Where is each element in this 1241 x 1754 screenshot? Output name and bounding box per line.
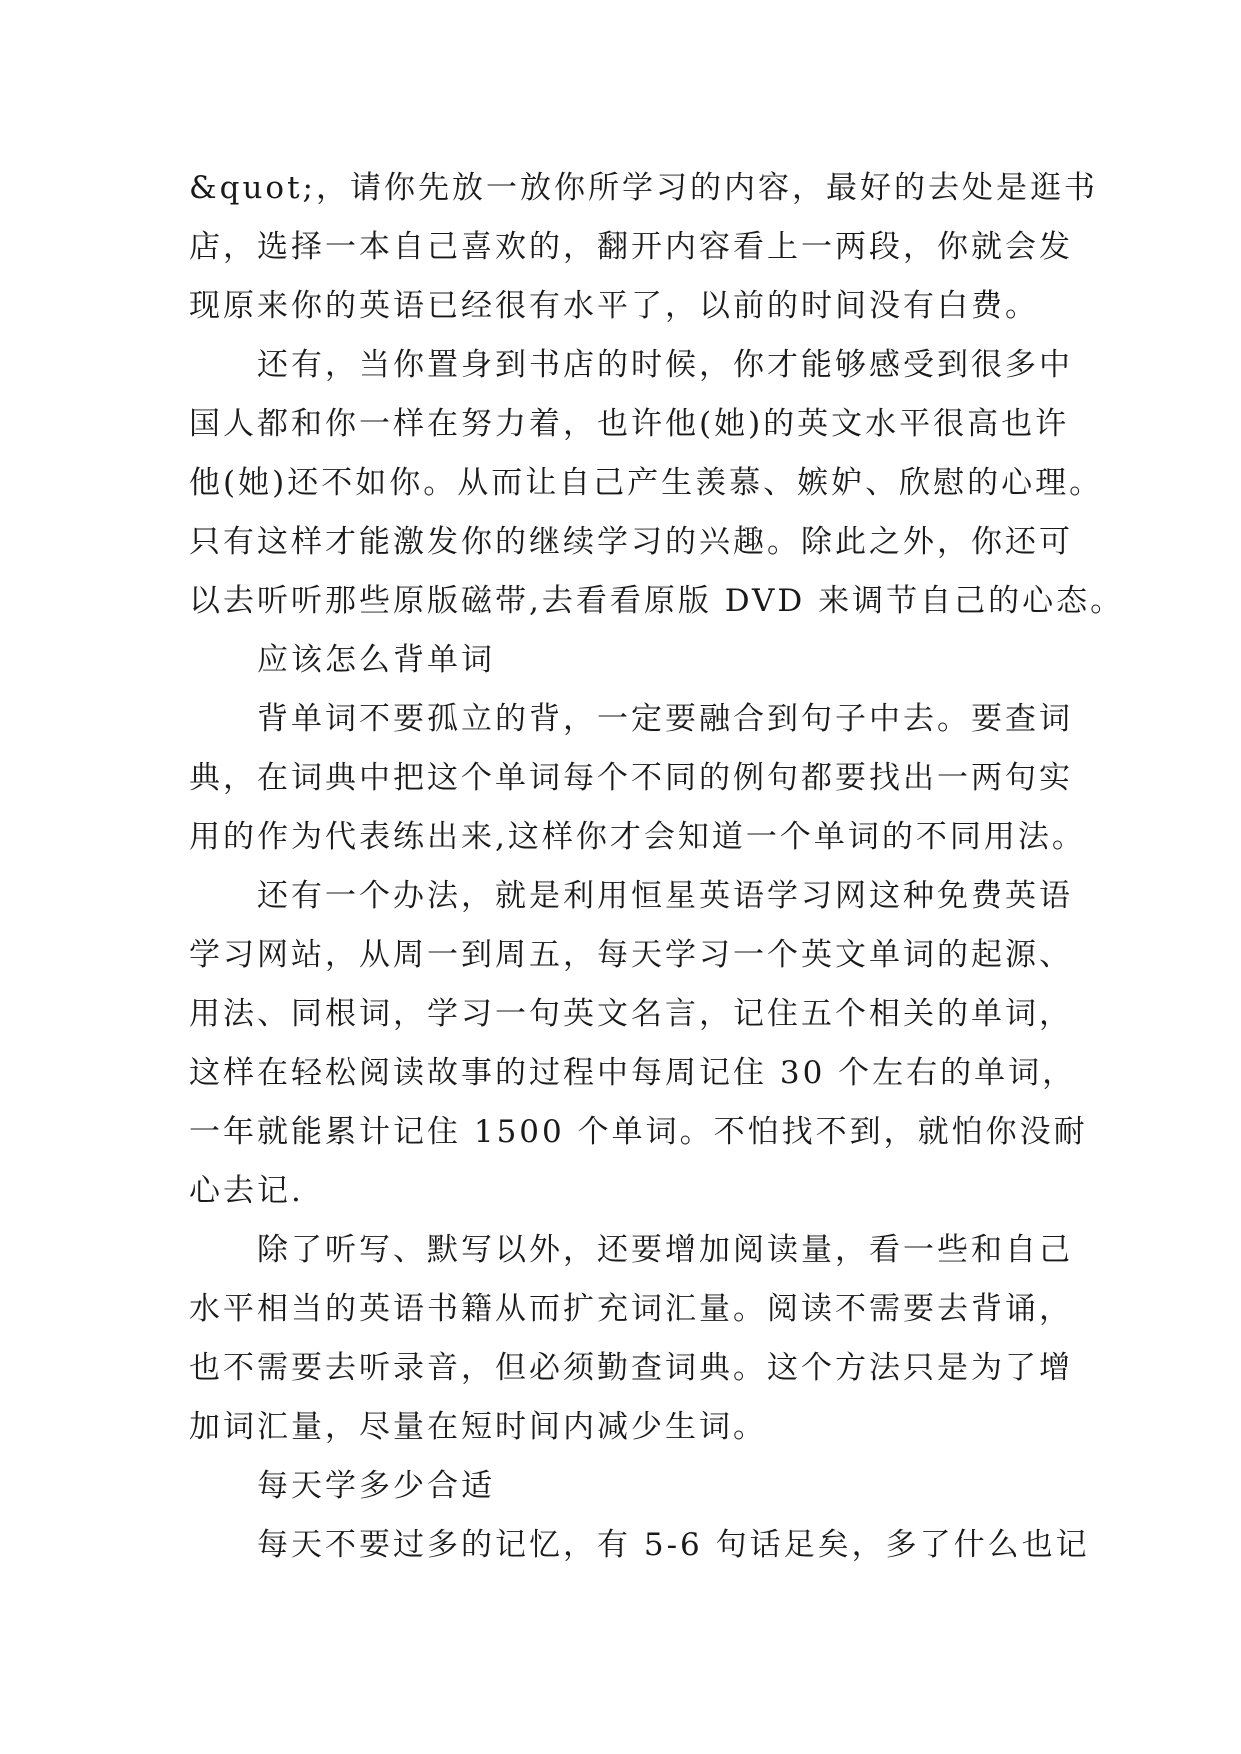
text-line: 以去听听那些原版磁带,去看看原版 DVD 来调节自己的心态。 (189, 583, 1125, 619)
text-line: &quot;，请你先放一放你所学习的内容，最好的去处是逛书 (189, 170, 1098, 206)
text-line: 心去记. (189, 1173, 304, 1209)
text-line: 还有一个办法，就是利用恒星英语学习网这种免费英语 (257, 878, 1073, 914)
text-line: 他(她)还不如你。从而让自己产生羡慕、嫉妒、欣慰的心理。 (189, 465, 1104, 501)
section-heading: 应该怎么背单词 (257, 642, 495, 678)
text-line: 国人都和你一样在努力着，也许他(她)的英文水平很高也许 (189, 406, 1070, 442)
text-line: 典，在词典中把这个单词每个不同的例句都要找出一两句实 (189, 760, 1073, 796)
text-line: 现原来你的英语已经很有水平了，以前的时间没有白费。 (189, 288, 1039, 324)
text-line: 加词汇量，尽量在短时间内减少生词。 (189, 1409, 767, 1445)
text-line: 用的作为代表练出来,这样你才会知道一个单词的不同用法。 (189, 819, 1086, 855)
text-line: 店，选择一本自己喜欢的，翻开内容看上一两段，你就会发 (189, 229, 1073, 265)
text-line: 除了听写、默写以外，还要增加阅读量，看一些和自己 (257, 1232, 1073, 1268)
text-line: 这样在轻松阅读故事的过程中每周记住 30 个左右的单词， (189, 1055, 1077, 1091)
text-line: 背单词不要孤立的背，一定要融合到句子中去。要查词 (257, 701, 1073, 737)
text-line: 还有，当你置身到书店的时候，你才能够感受到很多中 (257, 347, 1073, 383)
text-line: 水平相当的英语书籍从而扩充词汇量。阅读不需要去背诵， (189, 1291, 1073, 1327)
section-heading: 每天学多少合适 (257, 1468, 495, 1504)
text-line: 一年就能累计记住 1500 个单词。不怕找不到，就怕你没耐 (189, 1114, 1088, 1150)
text-line: 用法、同根词，学习一句英文名言，记住五个相关的单词， (189, 996, 1073, 1032)
text-line: 也不需要去听录音，但必须勤查词典。这个方法只是为了增 (189, 1350, 1073, 1386)
text-line: 每天不要过多的记忆，有 5-6 句话足矣，多了什么也记 (257, 1527, 1090, 1563)
text-line: 学习网站，从周一到周五，每天学习一个英文单词的起源、 (189, 937, 1073, 973)
text-line: 只有这样才能激发你的继续学习的兴趣。除此之外，你还可 (189, 524, 1073, 560)
body-text (189, 159, 1125, 1575)
